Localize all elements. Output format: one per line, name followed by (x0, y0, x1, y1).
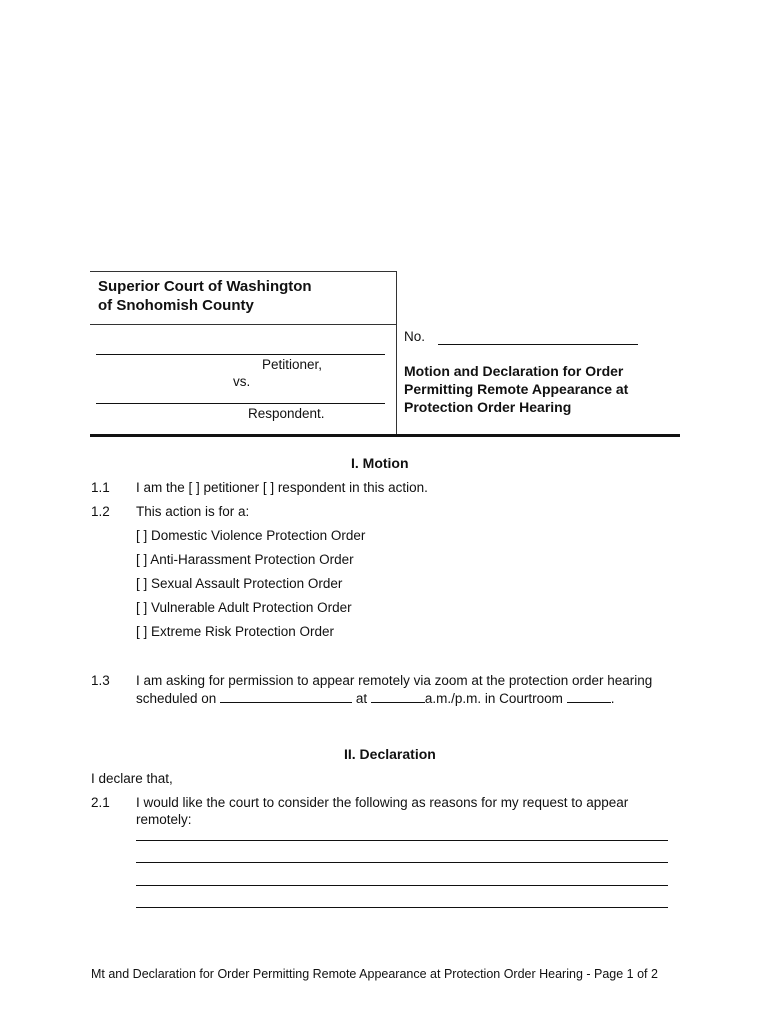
item-1-3-line-1: I am asking for permission to appear remotely via zoom at the protection order hearing (136, 673, 653, 688)
checkbox-extreme-risk[interactable]: [ ] Extreme Risk Protection Order (136, 624, 335, 639)
document-title-line-3: Protection Order Hearing (404, 399, 572, 415)
court-name-line-2: of Snohomish County (98, 297, 254, 314)
item-2-1-line-2: remotely: (136, 812, 192, 827)
reason-answer-line-2[interactable] (136, 862, 668, 863)
checkbox-anti-harassment[interactable]: [ ] Anti-Harassment Protection Order (136, 552, 354, 567)
period: . (610, 691, 615, 706)
reason-answer-line-3[interactable] (136, 885, 668, 886)
ampm-courtroom-label: a.m./p.m. in Courtroom (424, 691, 563, 706)
checkbox-vulnerable-adult[interactable]: [ ] Vulnerable Adult Protection Order (136, 600, 352, 615)
page-footer: Mt and Declaration for Order Permitting Remote Appearance at Protection Order Hearing - Page 1 of 2 (91, 967, 658, 981)
respondent-name-line[interactable] (96, 403, 385, 404)
vs-label: vs. (233, 374, 251, 389)
document-title-line-2: Permitting Remote Appearance at (404, 381, 629, 397)
item-2-1-number: 2.1 (91, 795, 110, 810)
hearing-time-field[interactable] (371, 690, 425, 703)
scheduled-on-label: scheduled on (136, 691, 217, 706)
reason-answer-line-1[interactable] (136, 840, 668, 841)
item-1-3-line-2 (136, 690, 614, 707)
caption-bottom-rule (90, 434, 680, 437)
petitioner-label: Petitioner, (262, 357, 323, 372)
declaration-intro: I declare that, (91, 771, 173, 786)
item-1-1-number: 1.1 (91, 480, 110, 495)
case-number-field[interactable] (438, 344, 638, 345)
item-1-1-text[interactable]: I am the [ ] petitioner [ ] respondent in this action. (136, 480, 428, 495)
item-1-2-text: This action is for a: (136, 504, 250, 519)
item-1-2-number: 1.2 (91, 504, 110, 519)
caption-divider (396, 323, 397, 435)
checkbox-domestic-violence[interactable]: [ ] Domestic Violence Protection Order (136, 528, 366, 543)
at-label: at (355, 691, 368, 706)
item-1-3-number: 1.3 (91, 673, 110, 688)
declaration-heading: II. Declaration (344, 746, 436, 762)
petitioner-name-line[interactable] (96, 354, 385, 355)
document-title-line-1: Motion and Declaration for Order (404, 363, 624, 379)
motion-heading: I. Motion (351, 455, 409, 471)
courtroom-field[interactable] (567, 690, 611, 703)
checkbox-sexual-assault[interactable]: [ ] Sexual Assault Protection Order (136, 576, 343, 591)
case-number-label: No. (404, 329, 426, 344)
court-name-line-1: Superior Court of Washington (98, 278, 312, 295)
respondent-label: Respondent. (248, 406, 325, 421)
item-2-1-line-1: I would like the court to consider the following as reasons for my request to appear (136, 795, 629, 810)
reason-answer-line-4[interactable] (136, 907, 668, 908)
hearing-date-field[interactable] (220, 690, 352, 703)
